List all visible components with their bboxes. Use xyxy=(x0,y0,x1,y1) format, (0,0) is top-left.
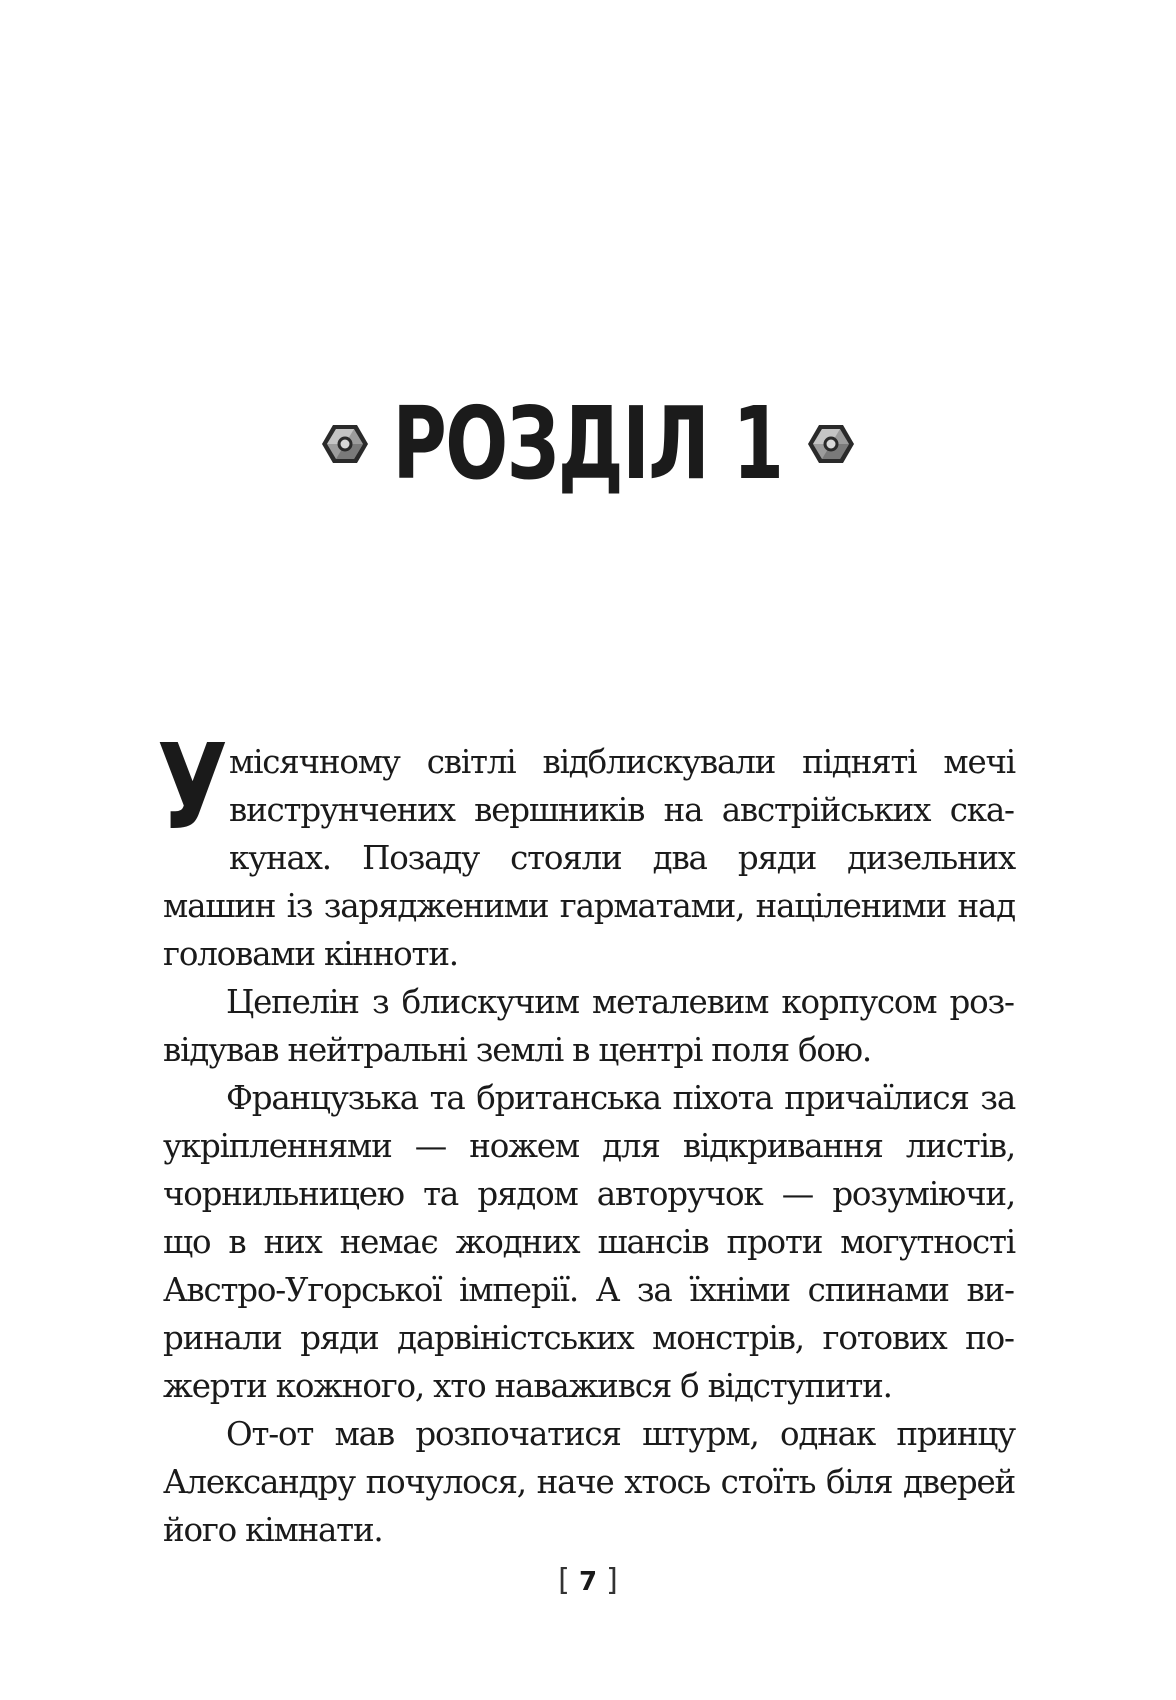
hex-nut-icon xyxy=(806,422,856,466)
page-number-bracket-right: ] xyxy=(606,1563,618,1598)
drop-cap: У xyxy=(157,718,228,856)
page-number-value: 7 xyxy=(578,1567,598,1597)
page-number-bracket-left: [ xyxy=(558,1563,570,1598)
paragraph: Цепелін з блискучим металевим корпусом розвідував нейтральні землі в центрі поля бою. xyxy=(163,983,1015,1069)
paragraph: Французька та британська піхота причаїлися за укріпленнями — ножем для відкривання листів, чорнильницею та рядом авторучок — розуміючи, що в них немає жодних шансів проти могутності Австро-Угорської імперії. А за їхніми спинами виринали ряди дарвіністських монстрів, готових пожерти кожного, хто наважився б відступити. xyxy=(163,1079,1015,1405)
chapter-heading xyxy=(0,384,1176,504)
page-number xyxy=(0,1563,1176,1598)
paragraph: От-от мав розпочатися штурм, однак принцу Александру почулося, наче хтось стоїть біля дверей його кімнати. xyxy=(163,1415,1015,1549)
paragraph xyxy=(157,718,1015,978)
paragraph-text: місячному світлі відблискували підняті мечі виструнчених вершників на австрійських скакунах. Позаду стояли два ряди дизельних машин із зарядженими гарматами, націленими над головами кінноти. xyxy=(163,743,1015,973)
hex-nut-icon xyxy=(320,422,370,466)
chapter-title: РОЗДІЛ 1 xyxy=(392,385,784,502)
chapter-body xyxy=(157,718,1015,1554)
